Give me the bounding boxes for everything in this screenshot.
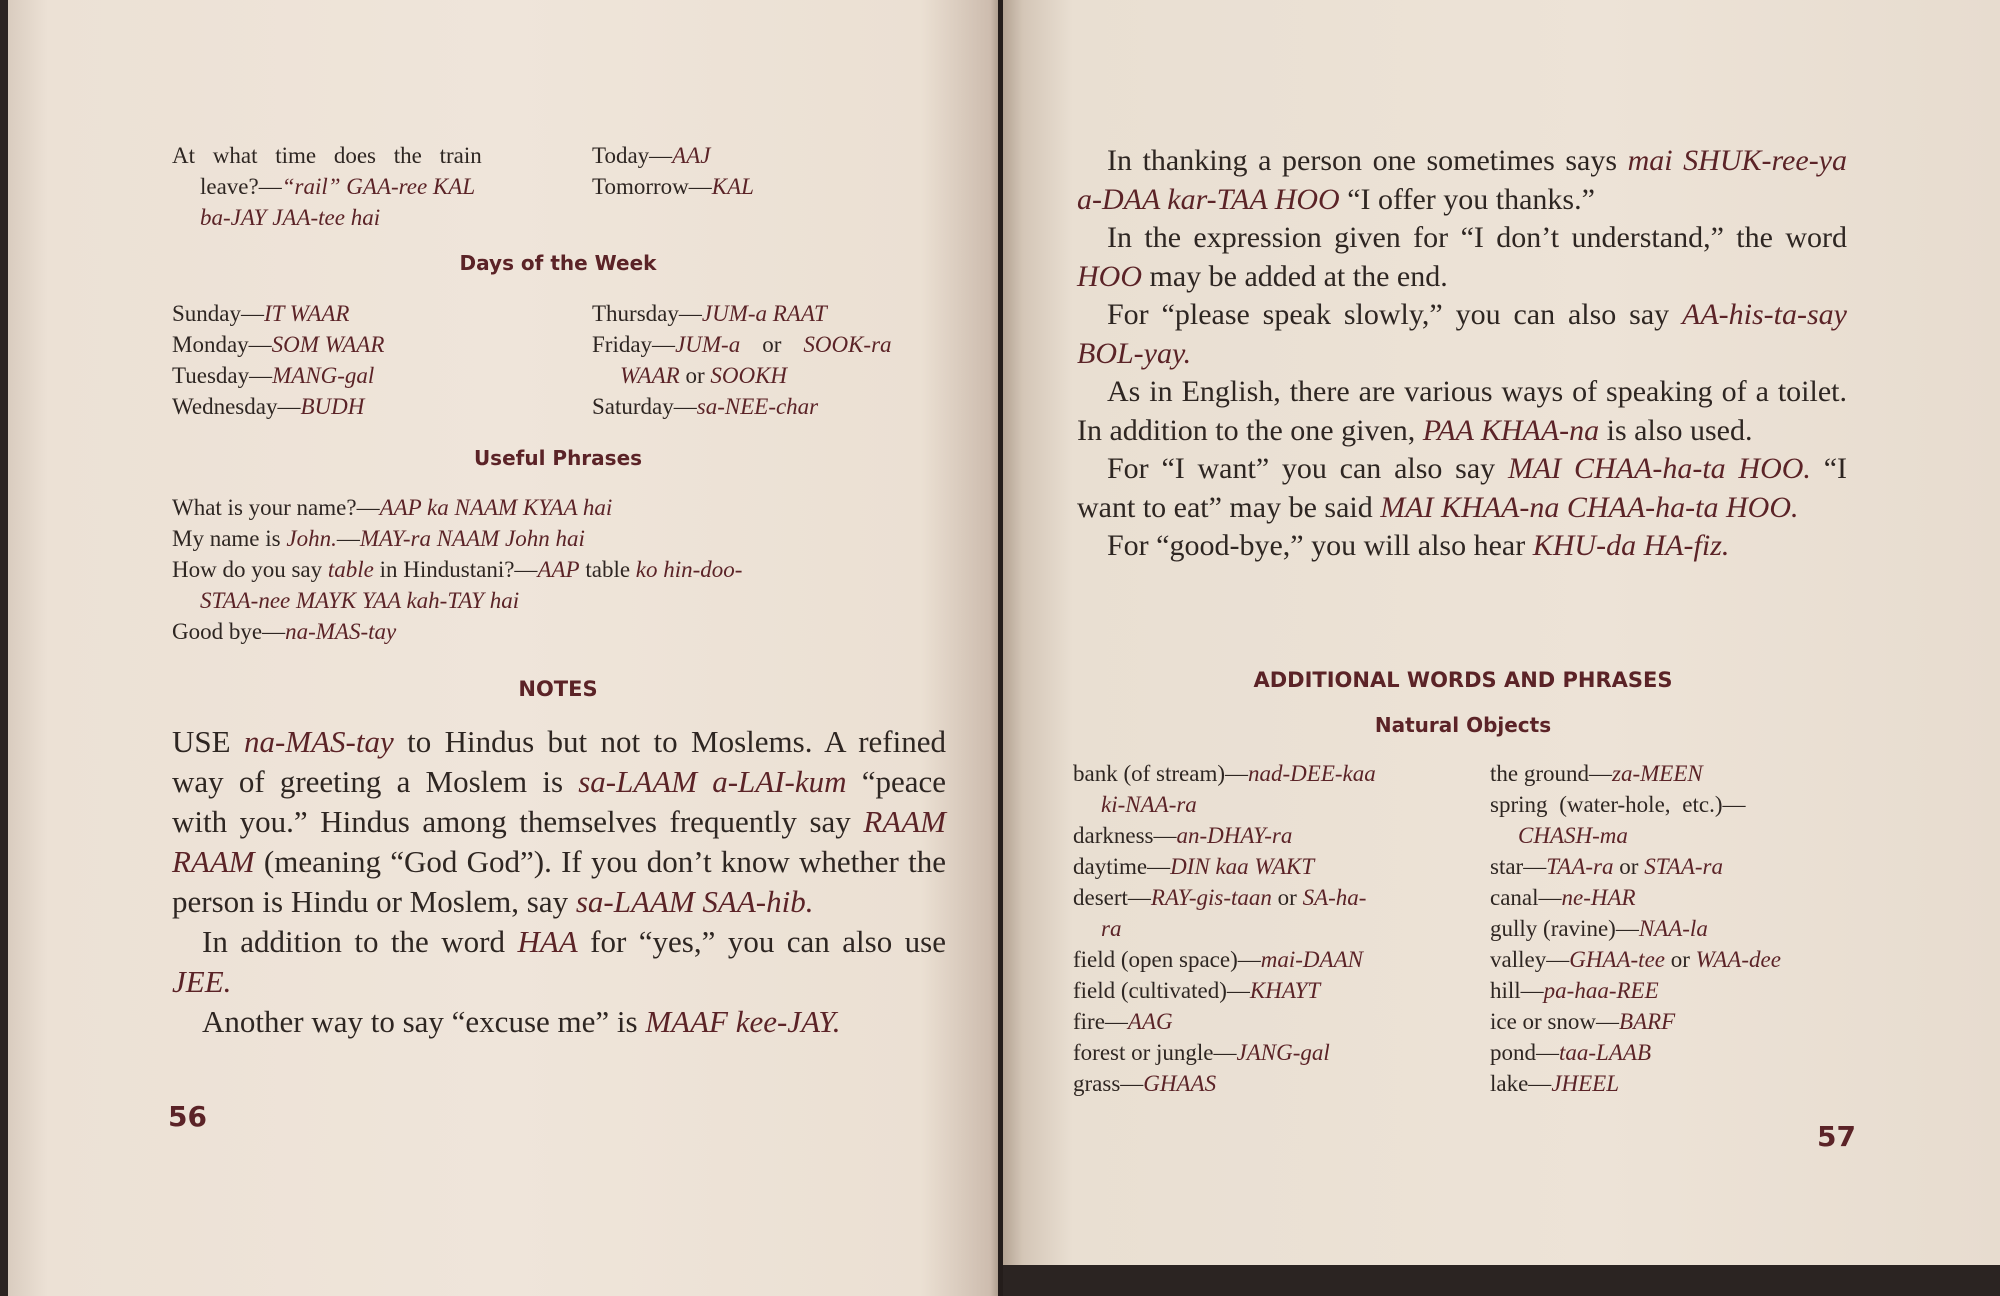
word-value: AAG xyxy=(1127,1009,1173,1034)
day-value: sa-NEE-char xyxy=(696,394,819,419)
or-word: or xyxy=(762,332,782,357)
word-ground xyxy=(1490,758,1781,789)
term: MAAF kee-JAY. xyxy=(645,1004,841,1039)
word-canal xyxy=(1490,882,1781,913)
day-friday-cont xyxy=(592,360,892,391)
today-value: AAJ xyxy=(672,143,711,168)
days-heading: Days of the Week xyxy=(459,251,657,275)
term: HAA xyxy=(517,924,578,959)
word-value: JHEEL xyxy=(1551,1071,1620,1096)
notes-heading: NOTES xyxy=(518,677,598,701)
day-label: Thursday— xyxy=(592,301,702,326)
term: mai SHUK-ree-ya a-DAA kar-TAA HOO xyxy=(1077,144,1847,216)
phrase-value: MAY-ra NAAM John hai xyxy=(359,526,585,551)
page-number-right: 57 xyxy=(1817,1120,1856,1153)
or-word: or xyxy=(1613,854,1645,879)
or-word: or xyxy=(1665,947,1696,972)
phrases-block xyxy=(172,492,952,647)
text: (meaning “God God”). If you don’t know whether the person is Hindu or Moslem, say xyxy=(172,844,946,919)
word-label: grass— xyxy=(1073,1071,1144,1096)
word-field-open xyxy=(1073,944,1476,975)
phrase-label-mid: in Hindustani?— xyxy=(373,557,538,582)
para-slowly xyxy=(1077,296,1847,373)
notes-body xyxy=(172,722,946,1042)
phrase-value: STAA-nee MAYK YAA kah-TAY hai xyxy=(200,588,520,613)
word-value: za-MEEN xyxy=(1612,761,1703,786)
phrase-label: What is your name?— xyxy=(172,495,380,520)
word-label: lake— xyxy=(1490,1071,1552,1096)
word-label: field (cultivated)— xyxy=(1073,978,1250,1003)
today-tomorrow xyxy=(592,140,754,233)
text: In addition to the word xyxy=(202,924,518,959)
text: for “yes,” you can also use xyxy=(577,924,946,959)
notes-paragraph-3 xyxy=(172,1002,946,1042)
term: KHU-da HA-fiz. xyxy=(1532,529,1730,562)
term: AA-his-ta-say BOL-yay. xyxy=(1077,298,1847,370)
day-value: BUDH xyxy=(300,394,365,419)
text: In thanking a person one sometimes says xyxy=(1107,144,1628,177)
train-q2-plain: leave?— xyxy=(200,174,282,199)
word-value: STAA-ra xyxy=(1644,854,1723,879)
page-number-left: 56 xyxy=(168,1100,207,1133)
days-right-col xyxy=(592,298,892,422)
word-value: mai-DAAN xyxy=(1260,947,1363,972)
word-value: CHASH-ma xyxy=(1518,823,1628,848)
text: “peace with you.” Hindus among themselves frequently say xyxy=(172,764,946,839)
word-value: WAA-dee xyxy=(1695,947,1781,972)
word-fire xyxy=(1073,1006,1476,1037)
word-value: TAA-ra xyxy=(1546,854,1614,879)
notes-paragraph-2 xyxy=(172,922,946,1002)
phrase-good-bye xyxy=(172,616,952,647)
day-value: SOOK-ra xyxy=(803,332,892,357)
word-label: desert— xyxy=(1073,885,1151,910)
term: RAAM RAAM xyxy=(172,804,946,879)
tomorrow-value: KAL xyxy=(711,174,754,199)
word-ice xyxy=(1490,1006,1781,1037)
train-q2-italic: “rail” GAA-ree KAL xyxy=(281,174,476,199)
word-desert-cont xyxy=(1073,913,1476,944)
text: is also used. xyxy=(1599,413,1753,447)
word-label: daytime— xyxy=(1073,854,1171,879)
word-value: pa-haa-REE xyxy=(1543,978,1659,1003)
phrases-heading: Useful Phrases xyxy=(473,446,643,470)
word-hill xyxy=(1490,975,1781,1006)
word-label: hill— xyxy=(1490,978,1544,1003)
words-left-col xyxy=(1073,758,1476,1099)
days-left-col xyxy=(172,298,572,422)
word-darkness xyxy=(1073,820,1476,851)
day-value: SOM WAAR xyxy=(271,332,385,357)
text: In the expression given for “I don’t understand,” the word xyxy=(1107,221,1847,254)
words-right-col xyxy=(1490,758,1781,1099)
word-field-cultivated xyxy=(1073,975,1476,1006)
day-label: Sunday— xyxy=(172,301,264,326)
para-want xyxy=(1077,450,1847,527)
word-value: RAY-gis-taan xyxy=(1150,885,1272,910)
word-label: pond— xyxy=(1490,1040,1559,1065)
word-label: gully (ravine)— xyxy=(1490,916,1639,941)
train-q3 xyxy=(172,202,572,233)
phrase-value: na-MAS-tay xyxy=(285,619,397,644)
phrase-label: My name is xyxy=(172,526,287,551)
phrase-john: John. xyxy=(286,526,337,551)
word-value: GHAAS xyxy=(1143,1071,1217,1096)
text: USE xyxy=(172,724,244,759)
word-value: KHAYT xyxy=(1249,978,1321,1003)
phrase-label: How do you say xyxy=(172,557,328,582)
word-gully xyxy=(1490,913,1781,944)
term: sa-LAAM SAA-hib. xyxy=(575,884,814,919)
day-sunday xyxy=(172,298,572,329)
word-label: ice or snow— xyxy=(1490,1009,1620,1034)
right-page xyxy=(1003,0,2000,1296)
word-lake xyxy=(1490,1068,1781,1099)
notes-paragraph-1 xyxy=(172,722,946,922)
train-q1: At what time does the train xyxy=(172,143,482,168)
left-page xyxy=(8,0,1000,1296)
word-label: canal— xyxy=(1490,885,1562,910)
text: For “please speak slowly,” you can also say xyxy=(1107,298,1683,331)
phrase-name-question xyxy=(172,492,952,523)
word-label: star— xyxy=(1490,854,1547,879)
day-value: WAAR xyxy=(620,363,680,388)
word-label: spring (water-hole, etc.)— xyxy=(1490,792,1746,817)
day-saturday xyxy=(592,391,892,422)
train-block xyxy=(172,140,952,233)
day-label: Monday— xyxy=(172,332,272,357)
term: PAA KHAA-na xyxy=(1422,413,1600,447)
day-value: JUM-a RAAT xyxy=(701,301,827,326)
text: “I want to eat” may be said xyxy=(1077,452,1847,524)
word-label: valley— xyxy=(1490,947,1570,972)
para-thanking xyxy=(1077,142,1847,219)
word-value: BARF xyxy=(1619,1009,1676,1034)
day-wednesday xyxy=(172,391,572,422)
train-q2 xyxy=(172,171,572,202)
term: sa-LAAM a-LAI-kum xyxy=(578,764,847,799)
additional-heading: ADDITIONAL WORDS AND PHRASES xyxy=(1253,668,1673,692)
word-value: an-DHAY-ra xyxy=(1176,823,1293,848)
word-value: NAA-la xyxy=(1638,916,1708,941)
word-label: forest or jungle— xyxy=(1073,1040,1237,1065)
day-value: IT WAAR xyxy=(264,301,350,326)
day-value: MANG-gal xyxy=(272,363,375,388)
word-spring-cont xyxy=(1490,820,1781,851)
right-paragraphs xyxy=(1077,142,1847,566)
days-block xyxy=(172,298,952,422)
day-label: Saturday— xyxy=(592,394,697,419)
word-value: taa-LAAB xyxy=(1559,1040,1651,1065)
text: Another way to say “excuse me” is xyxy=(202,1004,646,1039)
word-star xyxy=(1490,851,1781,882)
word-bank-cont xyxy=(1073,789,1476,820)
word-value: JANG-gal xyxy=(1236,1040,1330,1065)
word-valley xyxy=(1490,944,1781,975)
tomorrow-entry xyxy=(592,171,754,202)
word-label: bank (of stream)— xyxy=(1073,761,1248,786)
word-spring xyxy=(1490,789,1781,820)
text: to Hindus but not to Moslems. A refined way of greeting a Moslem is xyxy=(172,724,946,799)
term: na-MAS-tay xyxy=(243,724,394,759)
word-value: ki-NAA-ra xyxy=(1101,792,1197,817)
text: For “good-bye,” you will also hear xyxy=(1107,529,1533,562)
phrase-how-say xyxy=(172,554,952,585)
day-label: Tuesday— xyxy=(172,363,273,388)
text: For “I want” you can also say xyxy=(1107,452,1508,485)
day-monday xyxy=(172,329,572,360)
day-value: SOOKH xyxy=(710,363,788,388)
word-label: darkness— xyxy=(1073,823,1177,848)
phrase-my-name xyxy=(172,523,952,554)
para-goodbye xyxy=(1077,527,1847,566)
text: may be added at the end. xyxy=(1142,259,1448,293)
word-value: ra xyxy=(1101,916,1122,941)
phrase-table: table xyxy=(327,557,374,582)
day-value: JUM-a xyxy=(675,332,741,357)
day-friday xyxy=(592,329,892,360)
page-bottom-edge xyxy=(1003,1265,2000,1296)
day-label: Friday— xyxy=(592,332,676,357)
word-label: fire— xyxy=(1073,1009,1128,1034)
phrase-value: AAP xyxy=(537,557,580,582)
natural-heading: Natural Objects xyxy=(1374,713,1552,737)
phrase-value: AAP ka NAAM KYAA hai xyxy=(379,495,613,520)
today-label: Today— xyxy=(592,143,673,168)
phrase-label: Good bye— xyxy=(172,619,286,644)
word-forest xyxy=(1073,1037,1476,1068)
train-q3-italic: ba-JAY JAA-tee hai xyxy=(200,205,381,230)
word-bank xyxy=(1073,758,1476,789)
day-label: Wednesday— xyxy=(172,394,301,419)
term: HOO xyxy=(1077,259,1142,293)
word-value: nad-DEE-kaa xyxy=(1248,761,1376,786)
word-value: GHAA-tee xyxy=(1569,947,1665,972)
today-entry xyxy=(592,140,754,171)
phrase-value: ko hin-doo- xyxy=(635,557,743,582)
word-label: field (open space)— xyxy=(1073,947,1261,972)
phrase-table-plain: table xyxy=(579,557,636,582)
term: JEE. xyxy=(172,964,232,999)
day-thursday xyxy=(592,298,892,329)
word-value: DIN kaa WAKT xyxy=(1170,854,1315,879)
day-tuesday xyxy=(172,360,572,391)
word-daytime xyxy=(1073,851,1476,882)
tomorrow-label: Tomorrow— xyxy=(592,174,712,199)
word-value: SA-ha- xyxy=(1302,885,1367,910)
para-toilet xyxy=(1077,373,1847,450)
word-label: the ground— xyxy=(1490,761,1613,786)
word-pond xyxy=(1490,1037,1781,1068)
word-lists xyxy=(1073,758,1863,1099)
phrase-how-say-cont xyxy=(172,585,952,616)
word-value: ne-HAR xyxy=(1561,885,1636,910)
train-question xyxy=(172,140,572,233)
word-desert xyxy=(1073,882,1476,913)
para-understand xyxy=(1077,219,1847,296)
or-word: or xyxy=(685,363,705,388)
text: “I offer you thanks.” xyxy=(1339,182,1595,216)
phrase-dash: — xyxy=(336,526,360,551)
or-word: or xyxy=(1271,885,1303,910)
text: As in English, there are various ways of speaking of a toilet. In addition to the one given, xyxy=(1077,375,1847,447)
word-grass xyxy=(1073,1068,1476,1099)
term: MAI CHAA-ha-ta HOO. xyxy=(1507,452,1811,485)
term: MAI KHAA-na CHAA-ha-ta HOO. xyxy=(1380,490,1799,524)
